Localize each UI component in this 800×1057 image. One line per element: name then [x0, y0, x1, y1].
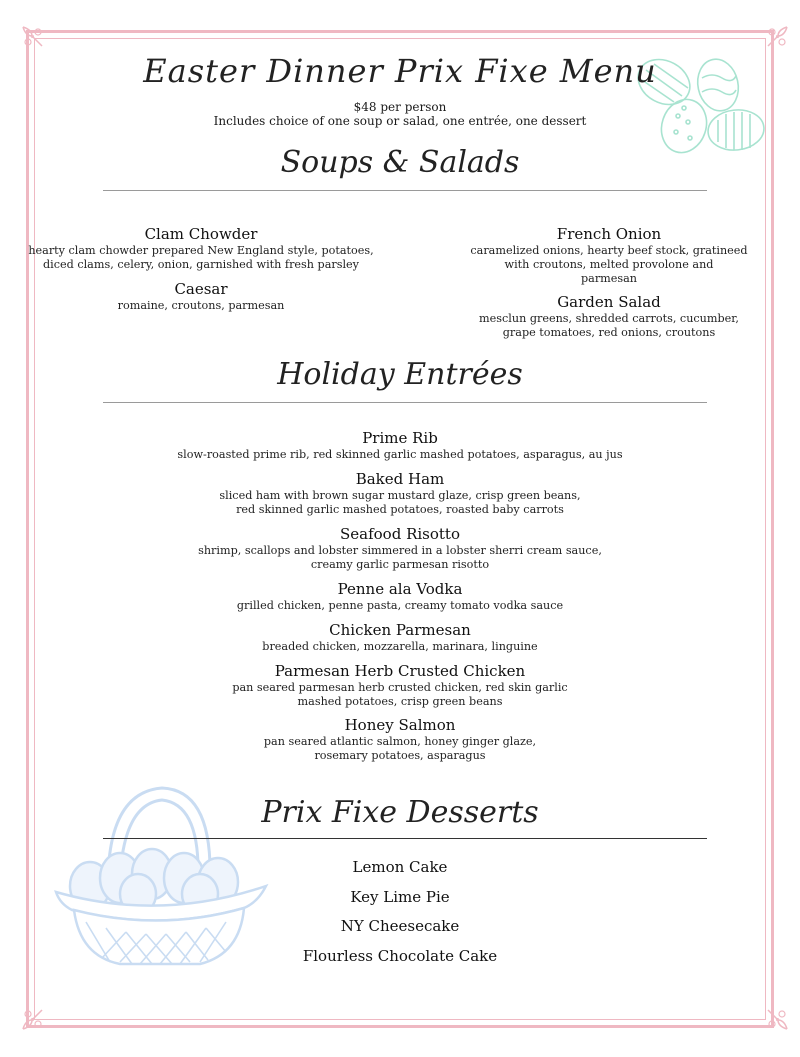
item-desc: shrimp, scallops and lobster simmered in a lobster sherri cream sauce, — [198, 544, 602, 557]
menu-item-prime-rib — [0, 429, 800, 462]
menu-item-garden-salad — [448, 293, 770, 340]
item-desc: red skinned garlic mashed potatoes, roasted baby carrots — [236, 503, 564, 516]
item-desc: grape tomatoes, red onions, croutons — [502, 326, 716, 339]
item-name: Penne ala Vodka — [337, 580, 463, 598]
section-divider — [103, 190, 707, 191]
item-desc: pan seared atlantic salmon, honey ginger glaze, — [263, 735, 537, 748]
menu-item-caesar — [20, 280, 382, 313]
item-name: French Onion — [556, 225, 662, 243]
dessert-item: NY Cheesecake — [340, 917, 460, 935]
item-name: Parmesan Herb Crusted Chicken — [274, 662, 526, 680]
item-name: Clam Chowder — [144, 225, 258, 243]
item-name: Baked Ham — [355, 470, 445, 488]
item-name: Chicken Parmesan — [329, 621, 471, 639]
menu-title: Easter Dinner Prix Fixe Menu — [143, 52, 657, 90]
item-desc: hearty clam chowder prepared New England style, potatoes, — [28, 244, 374, 257]
menu-item-penne-ala-vodka — [0, 580, 800, 613]
item-name: Garden Salad — [557, 293, 661, 311]
item-desc: romaine, croutons, parmesan — [117, 299, 285, 312]
item-desc: diced clams, celery, onion, garnished with fresh parsley — [43, 258, 359, 271]
section-heading-entrees: Holiday Entrées — [277, 357, 523, 392]
item-name: Caesar — [174, 280, 228, 298]
menu-item-chicken-parmesan — [0, 621, 800, 654]
item-desc: breaded chicken, mozzarella, marinara, linguine — [262, 640, 538, 653]
corner-flourish-icon — [764, 24, 790, 50]
item-desc: parmesan — [580, 272, 638, 285]
item-name: Seafood Risotto — [340, 525, 460, 543]
item-desc: caramelized onions, hearty beef stock, gratineed — [470, 244, 748, 257]
menu-price: $48 per person — [353, 100, 447, 114]
item-name: Prime Rib — [362, 429, 438, 447]
menu-item-baked-ham — [0, 470, 800, 517]
item-name: Honey Salmon — [344, 716, 456, 734]
menu-item-clam-chowder — [20, 225, 382, 272]
corner-flourish-icon — [20, 1006, 46, 1032]
corner-flourish-icon — [764, 1006, 790, 1032]
corner-flourish-icon — [20, 24, 46, 50]
section-heading-soups: Soups & Salads — [280, 145, 520, 180]
item-desc: mesclun greens, shredded carrots, cucumber, — [479, 312, 739, 325]
section-divider — [103, 402, 707, 403]
menu-item-parmesan-herb-crusted-chicken — [0, 662, 800, 709]
item-desc: grilled chicken, penne pasta, creamy tomato vodka sauce — [236, 599, 564, 612]
item-desc: rosemary potatoes, asparagus — [314, 749, 486, 762]
item-desc: sliced ham with brown sugar mustard glaze, crisp green beans, — [219, 489, 581, 502]
section-heading-desserts: Prix Fixe Desserts — [261, 795, 539, 830]
item-desc: creamy garlic parmesan risotto — [310, 558, 490, 571]
dessert-item: Key Lime Pie — [350, 888, 450, 906]
section-divider — [103, 838, 707, 839]
menu-item-french-onion — [448, 225, 770, 286]
item-desc: mashed potatoes, crisp green beans — [297, 695, 503, 708]
item-desc: pan seared parmesan herb crusted chicken, red skin garlic — [232, 681, 568, 694]
dessert-item: Flourless Chocolate Cake — [302, 947, 498, 965]
menu-includes: Includes choice of one soup or salad, one entrée, one dessert — [213, 114, 587, 128]
menu-item-honey-salmon — [0, 716, 800, 763]
item-desc: slow-roasted prime rib, red skinned garlic mashed potatoes, asparagus, au jus — [177, 448, 623, 461]
item-desc: with croutons, melted provolone and — [504, 258, 714, 271]
menu-item-seafood-risotto — [0, 525, 800, 572]
dessert-item: Lemon Cake — [352, 858, 448, 876]
